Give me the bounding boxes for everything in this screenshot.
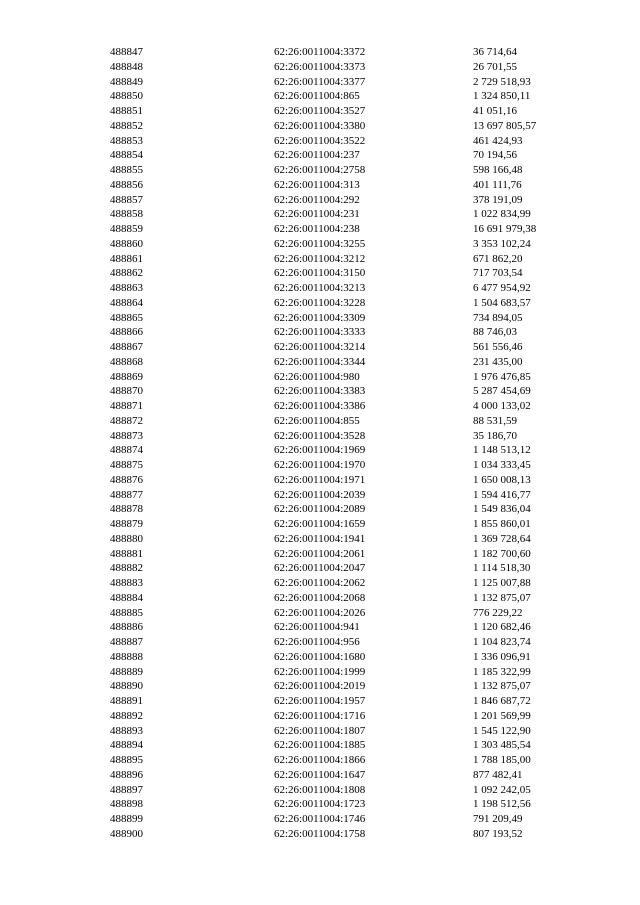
row-number-cell: 488863: [110, 282, 143, 294]
value-cell: 561 556,46: [473, 341, 523, 353]
value-cell: 13 697 805,57: [473, 119, 537, 132]
value-cell: 1 336 096,91: [473, 650, 531, 663]
row-number-cell: 488879: [110, 518, 143, 530]
value-cell: 36 714,64: [473, 46, 517, 58]
cadastral-number-cell: 62:26:0011004:3344: [274, 355, 366, 368]
cadastral-number-cell: 62:26:0011004:3528: [274, 429, 366, 442]
cadastral-number-cell: 62:26:0011004:3522: [274, 134, 366, 147]
table-row: [0, 193, 640, 208]
table-row: [0, 443, 640, 458]
cadastral-number-cell: 62:26:0011004:2026: [274, 606, 366, 619]
row-number-cell: 488864: [110, 296, 143, 309]
table-row: [0, 738, 640, 753]
table-row: [0, 429, 640, 444]
value-cell: 1 022 834,99: [473, 208, 531, 221]
table-row: [0, 650, 640, 665]
row-number-cell: 488887: [110, 636, 143, 648]
table-row: [0, 753, 640, 768]
cadastral-number-cell: 62:26:0011004:3383: [274, 385, 366, 398]
value-cell: 1 201 569,99: [473, 709, 531, 722]
value-cell: 1 104 823,74: [473, 636, 531, 648]
value-cell: 1 114 518,30: [473, 562, 531, 575]
cadastral-number-cell: 62:26:0011004:237: [274, 149, 360, 162]
cadastral-number-cell: 62:26:0011004:2062: [274, 577, 366, 589]
value-cell: 1 185 322,99: [473, 665, 531, 678]
row-number-cell: 488848: [110, 60, 143, 73]
cadastral-number-cell: 62:26:0011004:3214: [274, 341, 366, 353]
value-cell: 6 477 954,92: [473, 282, 531, 294]
row-number-cell: 488857: [110, 193, 143, 206]
row-number-cell: 488867: [110, 341, 143, 353]
cadastral-number-cell: 62:26:0011004:3309: [274, 311, 366, 324]
value-cell: 1 549 836,04: [473, 503, 531, 516]
cadastral-number-cell: 62:26:0011004:1758: [274, 827, 366, 840]
value-cell: 41 051,16: [473, 105, 517, 117]
table-row: [0, 679, 640, 694]
cadastral-number-cell: 62:26:0011004:1680: [274, 650, 366, 663]
row-number-cell: 488872: [110, 414, 143, 427]
row-number-cell: 488886: [110, 621, 143, 634]
cadastral-number-cell: 62:26:0011004:3255: [274, 237, 366, 250]
row-number-cell: 488861: [110, 252, 143, 265]
cadastral-number-cell: 62:26:0011004:2047: [274, 562, 366, 575]
row-number-cell: 488897: [110, 783, 143, 796]
value-cell: 1 976 476,85: [473, 370, 531, 383]
value-cell: 35 186,70: [473, 429, 517, 442]
data-table: [0, 45, 640, 842]
cadastral-number-cell: 62:26:0011004:941: [274, 621, 360, 634]
table-row: [0, 75, 640, 90]
cadastral-number-cell: 62:26:0011004:3386: [274, 400, 366, 412]
row-number-cell: 488888: [110, 650, 143, 663]
table-row: [0, 163, 640, 178]
row-number-cell: 488892: [110, 709, 143, 722]
table-row: [0, 45, 640, 60]
table-row: [0, 517, 640, 532]
row-number-cell: 488852: [110, 119, 143, 132]
value-cell: 1 132 875,07: [473, 591, 531, 604]
row-number-cell: 488868: [110, 355, 143, 368]
cadastral-number-cell: 62:26:0011004:3380: [274, 119, 366, 132]
value-cell: 1 034 333,45: [473, 459, 531, 471]
table-row: [0, 458, 640, 473]
cadastral-number-cell: 62:26:0011004:1807: [274, 724, 366, 737]
row-number-cell: 488862: [110, 267, 143, 280]
row-number-cell: 488875: [110, 459, 143, 471]
row-number-cell: 488854: [110, 149, 143, 162]
cadastral-number-cell: 62:26:0011004:3213: [274, 282, 366, 294]
table-row: [0, 370, 640, 385]
value-cell: 4 000 133,02: [473, 400, 531, 412]
table-row: [0, 620, 640, 635]
row-number-cell: 488894: [110, 739, 143, 752]
table-row: [0, 340, 640, 355]
table-row: [0, 399, 640, 414]
cadastral-number-cell: 62:26:0011004:1659: [274, 518, 366, 530]
table-row: [0, 178, 640, 193]
cadastral-number-cell: 62:26:0011004:313: [274, 178, 360, 191]
table-row: [0, 252, 640, 267]
table-row: [0, 783, 640, 798]
table-row: [0, 812, 640, 827]
value-cell: 2 729 518,93: [473, 75, 531, 88]
row-number-cell: 488869: [110, 370, 143, 383]
table-row: [0, 502, 640, 517]
table-row: [0, 60, 640, 75]
cadastral-number-cell: 62:26:0011004:1970: [274, 459, 366, 471]
cadastral-number-cell: 62:26:0011004:2039: [274, 488, 366, 501]
table-row: [0, 547, 640, 562]
cadastral-number-cell: 62:26:0011004:1941: [274, 532, 366, 545]
cadastral-number-cell: 62:26:0011004:3373: [274, 60, 366, 73]
table-row: [0, 89, 640, 104]
value-cell: 1 855 860,01: [473, 518, 531, 530]
row-number-cell: 488895: [110, 754, 143, 766]
row-number-cell: 488876: [110, 473, 143, 486]
value-cell: 1 120 682,46: [473, 621, 531, 634]
value-cell: 1 650 008,13: [473, 473, 531, 486]
row-number-cell: 488853: [110, 134, 143, 147]
cadastral-number-cell: 62:26:0011004:2089: [274, 503, 366, 516]
table-row: [0, 606, 640, 621]
cadastral-number-cell: 62:26:0011004:3150: [274, 267, 366, 280]
value-cell: 3 353 102,24: [473, 237, 531, 250]
table-row: [0, 473, 640, 488]
table-row: [0, 119, 640, 134]
row-number-cell: 488851: [110, 105, 143, 117]
cadastral-number-cell: 62:26:0011004:292: [274, 193, 360, 206]
table-row: [0, 384, 640, 399]
row-number-cell: 488850: [110, 90, 143, 103]
row-number-cell: 488870: [110, 385, 143, 398]
cadastral-number-cell: 62:26:0011004:980: [274, 370, 360, 383]
table-row: [0, 311, 640, 326]
row-number-cell: 488878: [110, 503, 143, 516]
value-cell: 70 194,56: [473, 149, 517, 162]
value-cell: 1 594 416,77: [473, 488, 531, 501]
cadastral-number-cell: 62:26:0011004:3527: [274, 105, 366, 117]
row-number-cell: 488855: [110, 164, 143, 176]
table-row: [0, 148, 640, 163]
value-cell: 5 287 454,69: [473, 385, 531, 398]
value-cell: 1 148 513,12: [473, 444, 531, 457]
cadastral-number-cell: 62:26:0011004:2061: [274, 547, 366, 560]
value-cell: 877 482,41: [473, 768, 523, 781]
cadastral-number-cell: 62:26:0011004:3212: [274, 252, 366, 265]
table-row: [0, 281, 640, 296]
value-cell: 231 435,00: [473, 355, 523, 368]
value-cell: 16 691 979,38: [473, 223, 537, 235]
table-row: [0, 296, 640, 311]
row-number-cell: 488899: [110, 813, 143, 825]
table-row: [0, 576, 640, 591]
row-number-cell: 488882: [110, 562, 143, 575]
value-cell: 26 701,55: [473, 60, 517, 73]
value-cell: 1 125 007,88: [473, 577, 531, 589]
value-cell: 1 788 185,00: [473, 754, 531, 766]
table-row: [0, 827, 640, 842]
cadastral-number-cell: 62:26:0011004:2068: [274, 591, 366, 604]
cadastral-number-cell: 62:26:0011004:1723: [274, 798, 366, 811]
cadastral-number-cell: 62:26:0011004:1808: [274, 783, 366, 796]
table-row: [0, 325, 640, 340]
table-row: [0, 561, 640, 576]
table-row: [0, 724, 640, 739]
row-number-cell: 488884: [110, 591, 143, 604]
row-number-cell: 488858: [110, 208, 143, 221]
cadastral-number-cell: 62:26:0011004:1716: [274, 709, 366, 722]
value-cell: 1 303 485,54: [473, 739, 531, 752]
value-cell: 378 191,09: [473, 193, 523, 206]
row-number-cell: 488877: [110, 488, 143, 501]
row-number-cell: 488896: [110, 768, 143, 781]
row-number-cell: 488885: [110, 606, 143, 619]
cadastral-number-cell: 62:26:0011004:231: [274, 208, 360, 221]
cadastral-number-cell: 62:26:0011004:1746: [274, 813, 366, 825]
table-row: [0, 355, 640, 370]
table-row: [0, 709, 640, 724]
value-cell: 1 369 728,64: [473, 532, 531, 545]
row-number-cell: 488891: [110, 695, 143, 707]
cadastral-number-cell: 62:26:0011004:1957: [274, 695, 366, 707]
table-row: [0, 768, 640, 783]
row-number-cell: 488849: [110, 75, 143, 88]
value-cell: 776 229,22: [473, 606, 523, 619]
table-row: [0, 694, 640, 709]
value-cell: 1 092 242,05: [473, 783, 531, 796]
row-number-cell: 488881: [110, 547, 143, 560]
cadastral-number-cell: 62:26:0011004:865: [274, 90, 360, 103]
value-cell: 598 166,48: [473, 164, 523, 176]
value-cell: 1 198 512,56: [473, 798, 531, 811]
table-row: [0, 414, 640, 429]
cadastral-number-cell: 62:26:0011004:3333: [274, 326, 366, 339]
cadastral-number-cell: 62:26:0011004:1885: [274, 739, 366, 752]
value-cell: 1 504 683,57: [473, 296, 531, 309]
table-row: [0, 207, 640, 222]
row-number-cell: 488900: [110, 827, 143, 840]
table-row: [0, 532, 640, 547]
value-cell: 671 862,20: [473, 252, 523, 265]
row-number-cell: 488866: [110, 326, 143, 339]
cadastral-number-cell: 62:26:0011004:238: [274, 223, 360, 235]
value-cell: 1 324 850,11: [473, 90, 531, 103]
value-cell: 88 531,59: [473, 414, 517, 427]
value-cell: 1 545 122,90: [473, 724, 531, 737]
value-cell: 791 209,49: [473, 813, 523, 825]
table-row: [0, 665, 640, 680]
row-number-cell: 488890: [110, 680, 143, 693]
row-number-cell: 488893: [110, 724, 143, 737]
value-cell: 88 746,03: [473, 326, 517, 339]
cadastral-number-cell: 62:26:0011004:1647: [274, 768, 366, 781]
cadastral-number-cell: 62:26:0011004:956: [274, 636, 360, 648]
table-row: [0, 134, 640, 149]
value-cell: 717 703,54: [473, 267, 523, 280]
value-cell: 807 193,52: [473, 827, 523, 840]
table-row: [0, 635, 640, 650]
table-row: [0, 266, 640, 281]
cadastral-number-cell: 62:26:0011004:855: [274, 414, 360, 427]
cadastral-number-cell: 62:26:0011004:3372: [274, 46, 366, 58]
table-row: [0, 104, 640, 119]
value-cell: 461 424,93: [473, 134, 523, 147]
row-number-cell: 488880: [110, 532, 143, 545]
row-number-cell: 488856: [110, 178, 143, 191]
value-cell: 734 894,05: [473, 311, 523, 324]
table-row: [0, 237, 640, 252]
row-number-cell: 488889: [110, 665, 143, 678]
cadastral-number-cell: 62:26:0011004:1866: [274, 754, 366, 766]
value-cell: 1 182 700,60: [473, 547, 531, 560]
cadastral-number-cell: 62:26:0011004:1999: [274, 665, 366, 678]
table-row: [0, 488, 640, 503]
row-number-cell: 488898: [110, 798, 143, 811]
value-cell: 401 111,76: [473, 178, 522, 191]
cadastral-number-cell: 62:26:0011004:2758: [274, 164, 366, 176]
cadastral-number-cell: 62:26:0011004:1971: [274, 473, 366, 486]
row-number-cell: 488865: [110, 311, 143, 324]
row-number-cell: 488847: [110, 46, 143, 58]
row-number-cell: 488859: [110, 223, 143, 235]
cadastral-number-cell: 62:26:0011004:3228: [274, 296, 366, 309]
table-row: [0, 222, 640, 237]
table-row: [0, 797, 640, 812]
cadastral-number-cell: 62:26:0011004:3377: [274, 75, 366, 88]
cadastral-number-cell: 62:26:0011004:1969: [274, 444, 366, 457]
cadastral-number-cell: 62:26:0011004:2019: [274, 680, 366, 693]
row-number-cell: 488871: [110, 400, 143, 412]
value-cell: 1 846 687,72: [473, 695, 531, 707]
row-number-cell: 488860: [110, 237, 143, 250]
table-row: [0, 591, 640, 606]
value-cell: 1 132 875,07: [473, 680, 531, 693]
row-number-cell: 488874: [110, 444, 143, 457]
row-number-cell: 488873: [110, 429, 143, 442]
row-number-cell: 488883: [110, 577, 143, 589]
